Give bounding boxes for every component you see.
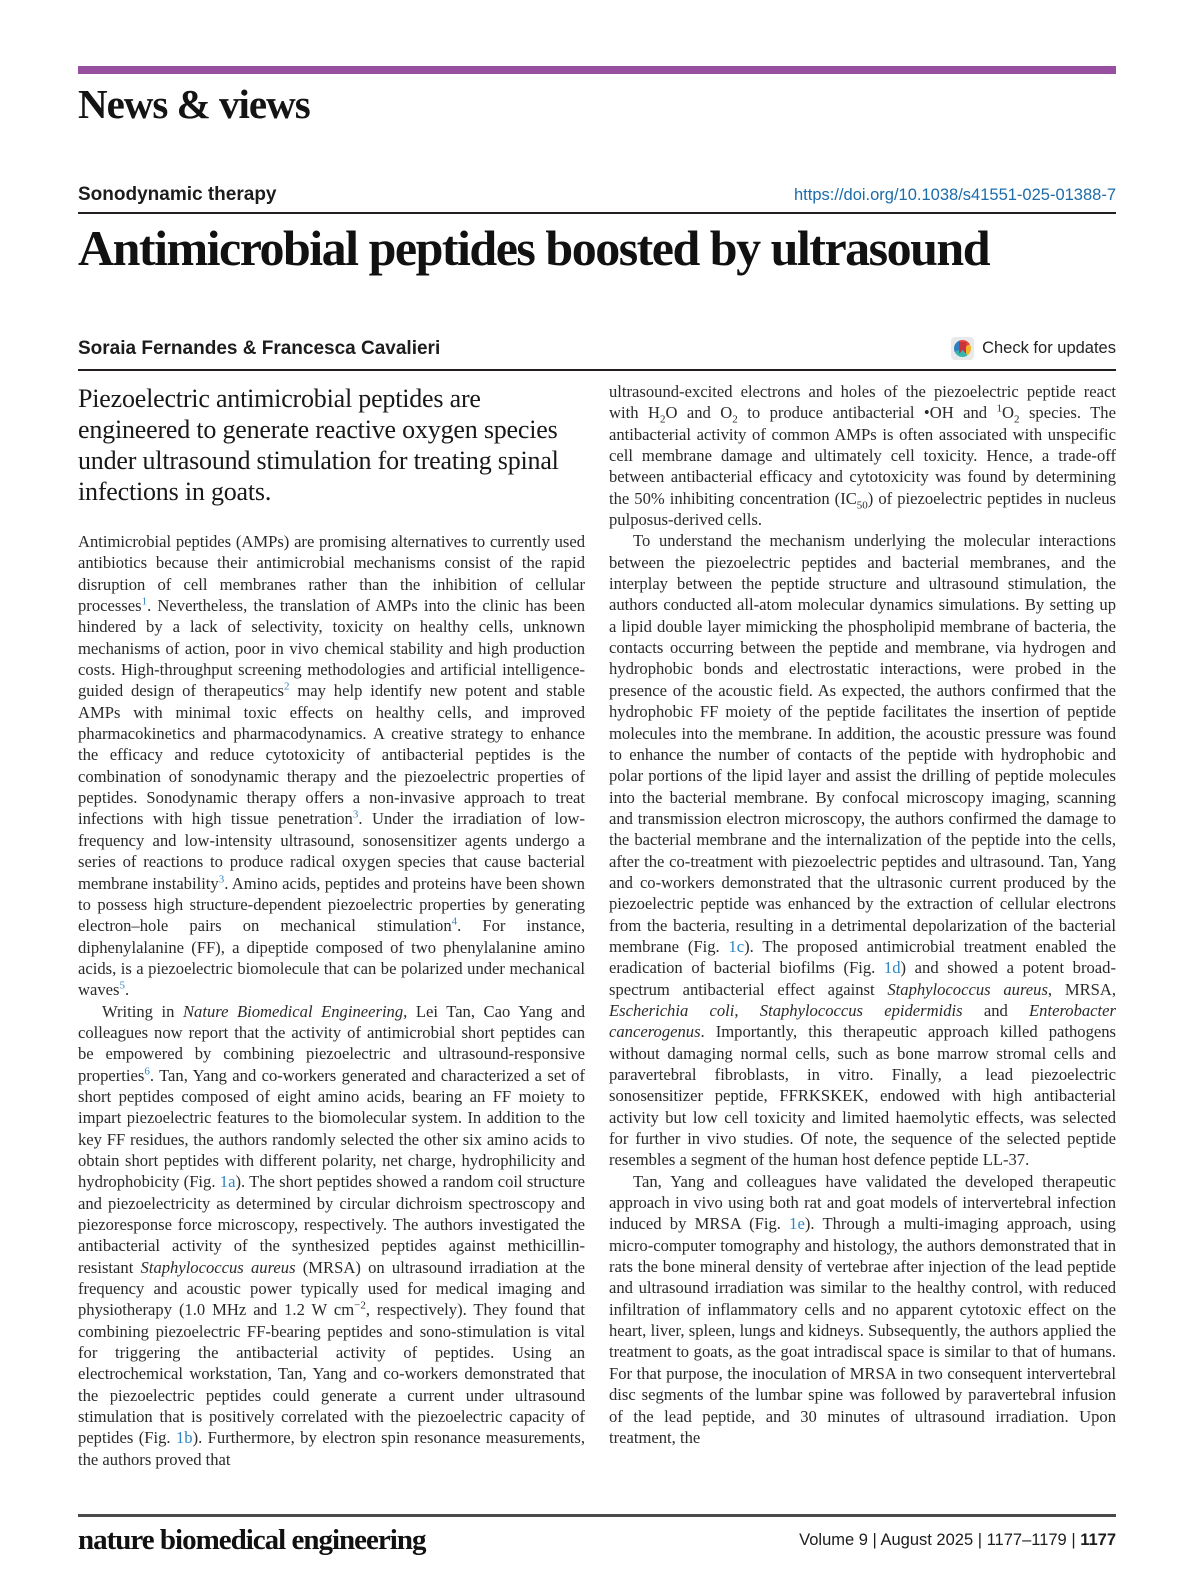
left-column bbox=[78, 381, 585, 1487]
text-segment: (MRSA) on ultrasound irradiation at the frequency and acoustic power typically used for medical imaging and physiotherapy (1.0 MHz and 1.2 W cm bbox=[78, 1257, 585, 1320]
text-segment: 50 bbox=[856, 499, 868, 512]
journal-logotype: nature biomedical engineering bbox=[78, 1524, 426, 1556]
citation-reference-link[interactable]: 4 bbox=[451, 915, 458, 928]
divider-rule bbox=[78, 369, 1116, 371]
text-segment: 2 bbox=[732, 413, 738, 426]
text-segment: , MRSA, bbox=[1047, 979, 1116, 999]
text-segment: Escherichia coli bbox=[609, 1000, 735, 1020]
body-paragraph bbox=[609, 530, 1116, 1170]
text-segment: 2 bbox=[659, 413, 666, 426]
figure-link[interactable]: 1b bbox=[175, 1428, 193, 1448]
text-segment: Staphylococcus epidermidis bbox=[759, 1000, 963, 1020]
standfirst: Piezoelectric antimicrobial peptides are engineered to generate reactive oxygen species under ultrasound stimulation for treating spinal infections in goats. bbox=[78, 384, 559, 506]
text-segment: . Nevertheless, the translation of AMPs into the clinic has been hindered by a lack of selectivity, toxicity on healthy cells, unknown mechanisms of action, poor in vivo chemical stability and high production costs. High-throughput screening methodologies and artificial intelligence-guided design of therapeutics bbox=[78, 596, 585, 701]
issue-info bbox=[799, 1531, 1116, 1550]
text-segment: ). Furthermore, by electron spin resonance measurements, the authors proved that bbox=[78, 1428, 585, 1469]
figure-link[interactable]: 1a bbox=[219, 1172, 236, 1192]
text-segment: . bbox=[124, 980, 130, 1000]
left-column-text bbox=[78, 531, 585, 1470]
text-segment: . Tan, Yang and co-workers generated and characterized a set of short peptides composed of eight amino acids, bearing an FF moiety to impart piezoelectric features to the biomolecular system. In addition to the key FF residues, the authors randomly selected the other six amino acids to obtain short peptides with different polarity, net charge, hydrophilicity and hydrophobicity (Fig. bbox=[78, 1065, 585, 1192]
text-segment: , Lei Tan, Cao Yang and colleagues now report that the activity of antimicrobial short peptides can be empowered by combining piezoelectric and ultrasound-responsive properties bbox=[78, 1001, 586, 1085]
text-segment: 1 bbox=[996, 402, 1003, 415]
figure-link[interactable]: 1e bbox=[789, 1214, 805, 1234]
text-segment: Tan, Yang and colleagues have validated the developed therapeutic approach in vivo using both rat and goat models of intervertebral infection induced by MRSA (Fig. bbox=[609, 1171, 1116, 1234]
footer-rule bbox=[78, 1514, 1116, 1517]
text-segment: and bbox=[962, 1000, 1030, 1020]
issue-info-text: Volume 9 | August 2025 | 1177–1179 | bbox=[799, 1531, 1081, 1549]
byline-row bbox=[78, 337, 1116, 360]
text-segment: ). The short peptides showed a random coil structure and piezoelectricity as determined by circular dichroism spectroscopy and piezoresponse force microscopy, respectively. The authors investigated the antibacterial activity of the synthesized peptides against methicillin-resistant bbox=[78, 1172, 585, 1277]
accent-rule bbox=[78, 66, 1116, 74]
text-segment: Nature Biomedical Engineering bbox=[182, 1001, 404, 1021]
citation-reference-link[interactable]: 1 bbox=[141, 595, 148, 608]
figure-link[interactable]: 1c bbox=[728, 936, 745, 956]
text-segment: Staphylococcus aureus bbox=[140, 1257, 296, 1277]
text-segment: ) and showed a potent broad-spectrum antibacterial effect against bbox=[609, 958, 1116, 999]
text-segment: To understand the mechanism underlying the molecular interactions between the piezoelectric peptides and bacterial membranes, and the interplay between the peptide structure and ultrasound stimulation, the authors conducted all-atom molecular dynamics simulations. By setting up a lipid double layer mimicking the phospholipid membrane of bacteria, the contacts occurring between the peptide and membrane, via hydrogen and hydrophobic bonds and electrostatic interactions, were probed in the presence of the acoustic field. As expected, the authors confirmed that the hydrophobic FF moiety of the peptide facilitates the insertion of peptide molecules into the membrane. In addition, the acoustic pressure was found to enhance the number of contacts of the peptide with hydrophobic and polar portions of the lipid layer and assist the drilling of peptide molecules into the bacterial membrane. By confocal microscopy imaging, scanning and transmission electron microscopy, the authors confirmed the damage to the bacterial membrane and the internalization of the peptide into the cells, after the co-treatment with piezoelectric peptides and ultrasound. Tan, Yang and co-workers demonstrated that the ultrasonic current produced by the piezoelectric peptide was enhanced by the extraction of cellular electrons from the bacteria, resulting in a detrimental depolarization of the bacterial membrane (Fig. bbox=[609, 531, 1116, 956]
article-title: Antimicrobial peptides boosted by ultrasound bbox=[78, 220, 990, 276]
text-segment: species. The antibacterial activity of common AMPs is often associated with unspecific cell membrane damage and ultimately cell toxicity. Hence, a trade-off between antibacterial efficacy and cytotoxicity was found by determining the 50% inhibiting concentration (IC bbox=[609, 403, 1116, 508]
text-segment: Enterobacter cancerogenus bbox=[609, 1000, 1116, 1042]
crossmark-icon bbox=[951, 337, 974, 360]
text-segment: Antimicrobial peptides (AMPs) are promising alternatives to currently used antibiotics because their antimicrobial mechanisms consist of the rapid disruption of cell membranes rather than the inhibition of cellular processes bbox=[78, 532, 585, 616]
section-title: News & views bbox=[78, 81, 310, 127]
citation-reference-link[interactable]: 5 bbox=[119, 979, 125, 992]
citation-reference-link[interactable]: 2 bbox=[284, 680, 290, 693]
text-segment: . Under the irradiation of low-frequency and low-intensity ultrasound, sonosensitizer agents undergo a series of reactions to produce radical oxygen species that cause bacterial membrane instability bbox=[78, 809, 586, 893]
text-segment: , respectively). They found that combining piezoelectric FF-bearing peptides and sono-stimulation is vital for triggering the antibacterial activity of peptides. Using an electrochemical workstation, Tan, Yang and co-workers demonstrated that the piezoelectric peptides could generate a current under ultrasound stimulation that is positively correlated with the piezoelectric capacity of peptides (Fig. bbox=[78, 1300, 585, 1448]
right-column bbox=[609, 381, 1116, 1487]
divider-rule bbox=[78, 212, 1116, 214]
text-segment: −2 bbox=[354, 1299, 366, 1312]
article-body bbox=[78, 381, 1116, 1487]
check-for-updates-label: Check for updates bbox=[982, 339, 1116, 357]
text-segment: ultrasound-excited electrons and holes of the piezoelectric peptide react with H bbox=[609, 382, 1116, 423]
kicker-row bbox=[78, 184, 1116, 206]
right-column-text bbox=[609, 381, 1116, 1448]
citation-reference-link[interactable]: 3 bbox=[218, 872, 225, 885]
body-paragraph bbox=[609, 381, 1116, 530]
subject-kicker: Sonodynamic therapy bbox=[78, 184, 277, 205]
text-segment: 2 bbox=[1014, 413, 1020, 426]
body-paragraph bbox=[78, 1001, 585, 1471]
page-number: 1177 bbox=[1080, 1531, 1116, 1549]
check-for-updates-button[interactable] bbox=[951, 337, 1116, 360]
citation-reference-link[interactable]: 6 bbox=[144, 1065, 150, 1078]
text-segment: may help identify new potent and stable AMPs with minimal toxic effects on healthy cells, and improved pharmacokinetics and pharmacodynamics. A creative strategy to enhance the efficacy and reduce cytotoxicity of antibacterial peptides is the combination of sonodynamic therapy and the piezoelectric properties of peptides. Sonodynamic therapy offers a non-invasive approach to treat infections with high tissue penetration bbox=[78, 681, 586, 829]
body-paragraph bbox=[609, 1171, 1116, 1448]
doi-link[interactable]: https://doi.org/10.1038/s41551-025-01388-7 bbox=[794, 186, 1116, 204]
text-segment: . For instance, diphenylalanine (FF), a dipeptide composed of two phenylalanine amino acids, is a piezoelectric biomolecule that can be polarized under mechanical waves bbox=[78, 916, 585, 1000]
text-segment: . Importantly, this therapeutic approach killed pathogens without damaging normal cells, such as bone marrow stromal cells and paravertebral fibroblasts, in vitro. Finally, a lead piezoelectric sonosensitizer peptide, FFRKSKEK, endowed with high antibacterial activity but low cell toxicity and limited haemolytic effects, was selected for further in vivo studies. Of note, the sequence of the selected peptide resembles a segment of the human host defence peptide LL-37. bbox=[609, 1022, 1116, 1170]
body-paragraph bbox=[78, 531, 585, 1001]
text-segment: , bbox=[734, 1000, 760, 1020]
figure-link[interactable]: 1d bbox=[883, 958, 901, 978]
text-segment: O and O bbox=[665, 403, 733, 423]
author-names: Soraia Fernandes & Francesca Cavalieri bbox=[78, 337, 441, 359]
text-segment: to produce antibacterial •OH and bbox=[737, 403, 997, 423]
text-segment: ) of piezoelectric peptides in nucleus pulposus-derived cells. bbox=[609, 488, 1116, 530]
citation-reference-link[interactable]: 3 bbox=[352, 808, 359, 821]
text-segment: ). The proposed antimicrobial treatment enabled the eradication of bacterial biofilms (Fig. bbox=[609, 936, 1116, 978]
text-segment: . Amino acids, peptides and proteins have been shown to possess high structure-dependent piezoelectric properties by generating electron–hole pairs on mechanical stimulation bbox=[78, 873, 585, 936]
text-segment: Staphylococcus aureus bbox=[887, 979, 1048, 999]
text-segment: Writing in bbox=[102, 1001, 183, 1021]
text-segment: O bbox=[1002, 403, 1015, 423]
footer bbox=[78, 1524, 1116, 1557]
text-segment: ). Through a multi-imaging approach, using micro-computer tomography and histology, the authors demonstrated that in rats the bone mineral density of vertebrae after injection of the lead peptide and ultrasound irradiation was similar to the healthy control, with reduced infiltration of inflammatory cells and no apparent cytotoxic effect on the heart, liver, spleen, lungs and kidneys. Subsequently, the authors applied the treatment to goats, as the goat intradiscal space is similar to that of humans. For that purpose, the inoculation of MRSA in two consequent intervertebral disc segments of the lumbar spine was followed by paravertebral infusion of the lead peptide, and 30 minutes of ultrasound irradiation. Upon treatment, the bbox=[609, 1214, 1116, 1447]
